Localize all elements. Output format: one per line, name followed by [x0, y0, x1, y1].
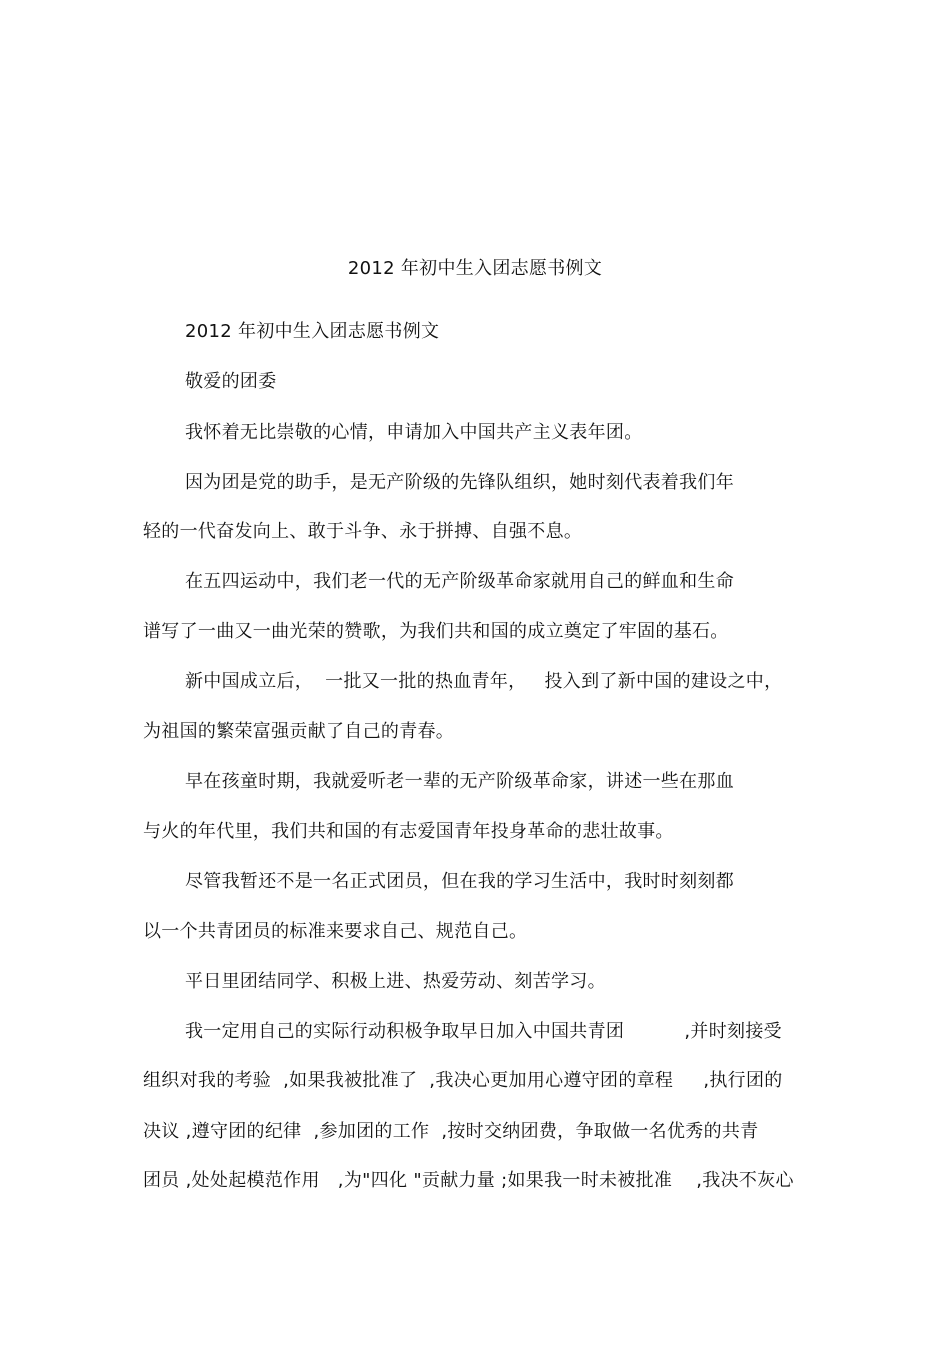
paragraph-line: 决议 ,遵守团的纪律 ,参加团的工作 ,按时交纳团费，争取做一名优秀的共青	[143, 1121, 759, 1142]
salutation: 敬爱的团委	[185, 371, 277, 392]
document-subtitle: 2012 年初中生入团志愿书例文	[185, 321, 440, 342]
paragraph-line: 轻的一代奋发向上、敢于斗争、永于拼搏、自强不息。	[143, 521, 583, 542]
paragraph-line: 尽管我暂还不是一名正式团员，但在我的学习生活中，我时时刻刻都	[185, 871, 734, 892]
paragraph-line: 我怀着无比崇敬的心情，申请加入中国共产主义表年团。	[185, 422, 643, 443]
paragraph-line: 因为团是党的助手，是无产阶级的先锋队组织，她时刻代表着我们年	[185, 472, 734, 493]
paragraph-line: 以一个共青团员的标准来要求自己、规范自己。	[143, 921, 528, 942]
paragraph-line: 为祖国的繁荣富强贡献了自己的青春。	[143, 721, 455, 742]
paragraph-line: 早在孩童时期，我就爱听老一辈的无产阶级革命家，讲述一些在那血	[185, 771, 734, 792]
paragraph-line: 我一定用自己的实际行动积极争取早日加入中国共青团 ,并时刻接受	[185, 1021, 782, 1042]
paragraph-line: 团员 ,处处起模范作用 ,为"四化 "贡献力量 ;如果我一时未被批准 ,我决不灰心	[143, 1170, 794, 1191]
paragraph-line: 与火的年代里，我们共和国的有志爱国青年投身革命的悲壮故事。	[143, 821, 674, 842]
document-title: 2012 年初中生入团志愿书例文	[347, 258, 603, 279]
paragraph-line: 新中国成立后， 一批又一批的热血青年， 投入到了新中国的建设之中，	[185, 671, 783, 692]
paragraph-line: 平日里团结同学、积极上进、热爱劳动、刻苦学习。	[185, 971, 606, 992]
paragraph-line: 组织对我的考验 ,如果我被批准了 ,我决心更加用心遵守团的章程 ,执行团的	[143, 1070, 783, 1091]
paragraph-line: 谱写了一曲又一曲光荣的赞歌，为我们共和国的成立奠定了牢固的基石。	[143, 621, 729, 642]
paragraph-line: 在五四运动中，我们老一代的无产阶级革命家就用自己的鲜血和生命	[185, 571, 734, 592]
